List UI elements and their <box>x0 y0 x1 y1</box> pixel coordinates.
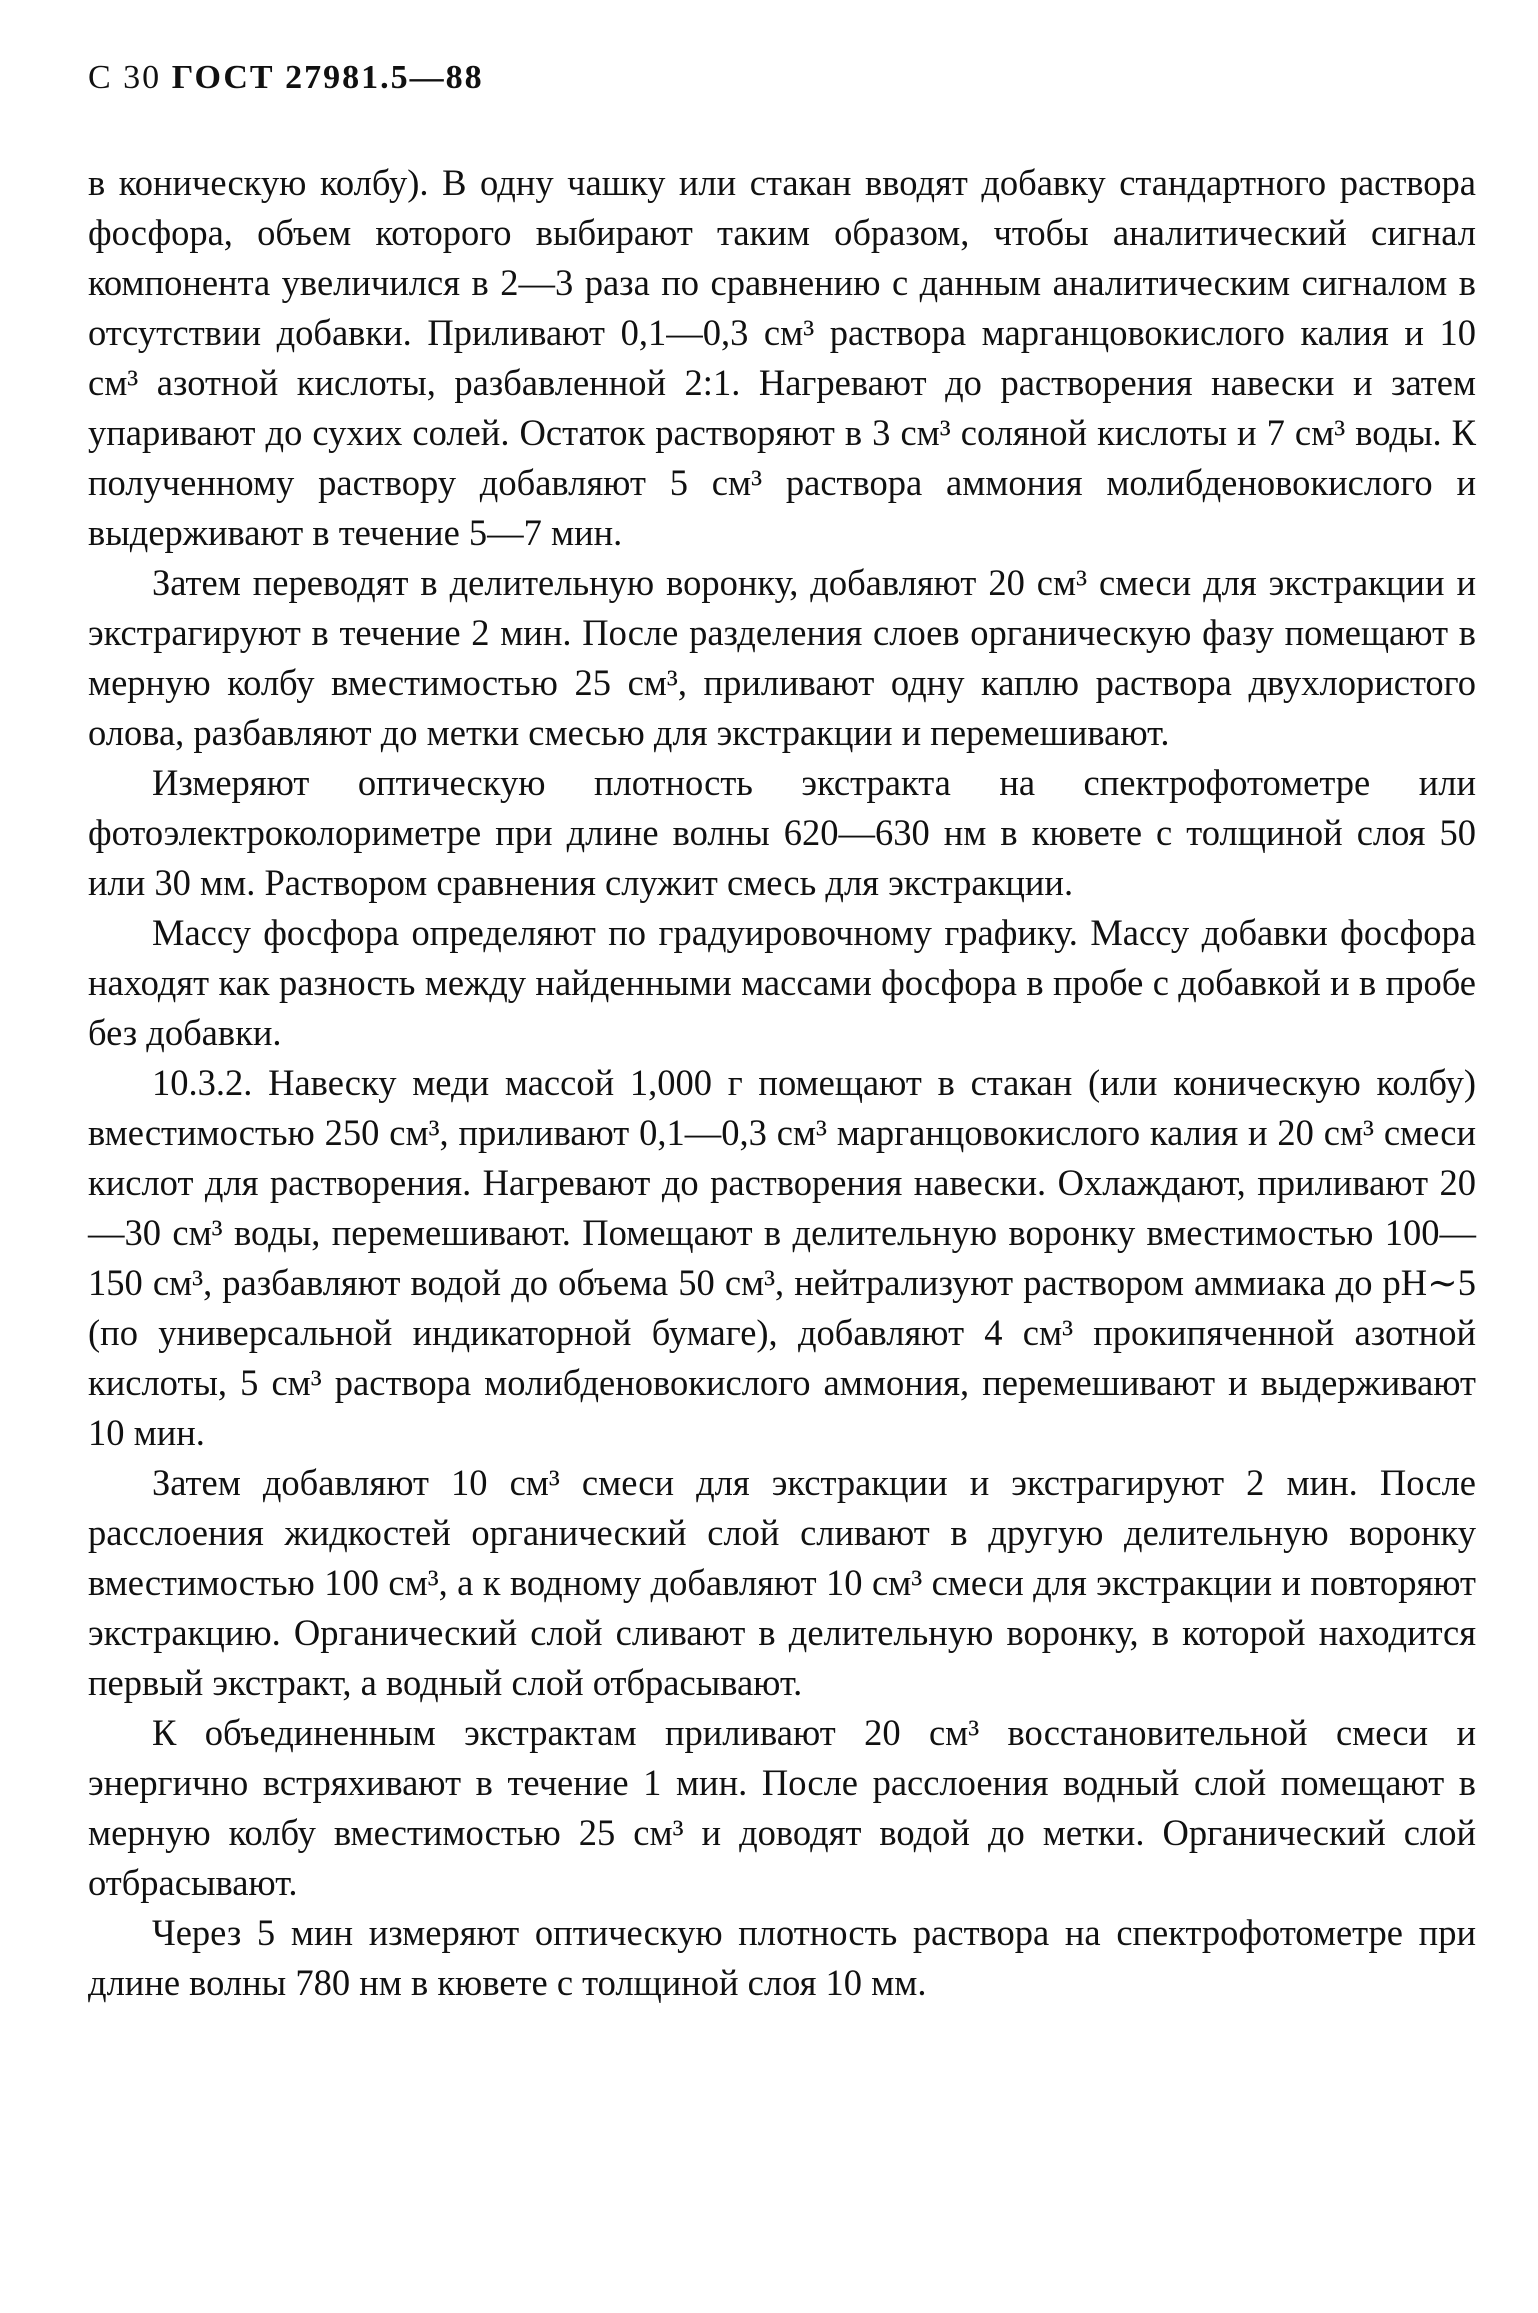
paragraph: Массу фосфора определяют по градуировочному графику. Массу добавки фосфора находят как разность между найденными массами фосфора в пробе с добавкой и в пробе без добавки. <box>88 912 1476 1053</box>
paragraph: К объединенным экстрактам приливают 20 см³ восстановительной смеси и энергично встряхивают в течение 1 мин. После расслоения водный слой помещают в мерную колбу вместимостью 25 см³ и доводят водой до метки. Органический слой отбрасывают. <box>88 1712 1476 1903</box>
paragraph: Затем добавляют 10 см³ смеси для экстракции и экстрагируют 2 мин. После расслоения жидкостей органический слой сливают в другую делительную воронку вместимостью 100 см³, а к водному добавляют 10 см³ смеси для экстракции и повторяют экстракцию. Органический слой сливают в делительную воронку, в которой находится первый экстракт, а водный слой отбрасывают. <box>88 1462 1476 1703</box>
standard-designation: ГОСТ 27981.5—88 <box>171 59 484 96</box>
paragraph: Через 5 мин измеряют оптическую плотность раствора на спектрофотометре при длине волны 780 нм в кювете с толщиной слоя 10 мм. <box>88 1912 1476 2003</box>
paragraph-continuation: в коническую колбу). В одну чашку или стакан вводят добавку стандартного раствора фосфора, объем которого выбирают таким образом, чтобы аналитический сигнал компонента увеличился в 2—3 раза по сравнению с данным аналитическим сигналом в отсутствии добавки. Приливают 0,1—0,3 см³ раствора марганцовокислого калия и 10 см³ азотной кислоты, разбавленной 2:1. Нагревают до растворения навески и затем упаривают до сухих солей. Остаток растворяют в 3 см³ соляной кислоты и 7 см³ воды. К полученному раствору добавляют 5 см³ раствора аммония молибденовокислого и выдерживают в течение 5—7 мин. <box>88 162 1476 553</box>
page-number: С 30 <box>88 59 162 96</box>
paragraph: Измеряют оптическую плотность экстракта на спектрофотометре или фотоэлектроколориметре при длине волны 620—630 нм в кювете с толщиной слоя 50 или 30 мм. Раствором сравнения служит смесь для экстракции. <box>88 762 1476 903</box>
page-header <box>88 58 1476 98</box>
paragraph-section-10-3-2: 10.3.2. Навеску меди массой 1,000 г помещают в стакан (или коническую колбу) вместимостью 250 см³, приливают 0,1—0,3 см³ марганцовокислого калия и 20 см³ смеси кислот для растворения. Нагревают до растворения навески. Охлаждают, приливают 20—30 см³ воды, перемешивают. Помещают в делительную воронку вместимостью 100—150 см³, разбавляют водой до объема 50 см³, нейтрализуют раствором аммиака до pH∼5 (по универсальной индикаторной бумаге), добавляют 4 см³ прокипяченной азотной кислоты, 5 см³ раствора молибденовокислого аммония, перемешивают и выдерживают 10 мин. <box>88 1062 1476 1453</box>
paragraph: Затем переводят в делительную воронку, добавляют 20 см³ смеси для экстракции и экстрагируют в течение 2 мин. После разделения слоев органическую фазу помещают в мерную колбу вместимостью 25 см³, приливают одну каплю раствора двухлористого олова, разбавляют до метки смесью для экстракции и перемешивают. <box>88 562 1476 753</box>
body-text <box>88 158 1476 2008</box>
